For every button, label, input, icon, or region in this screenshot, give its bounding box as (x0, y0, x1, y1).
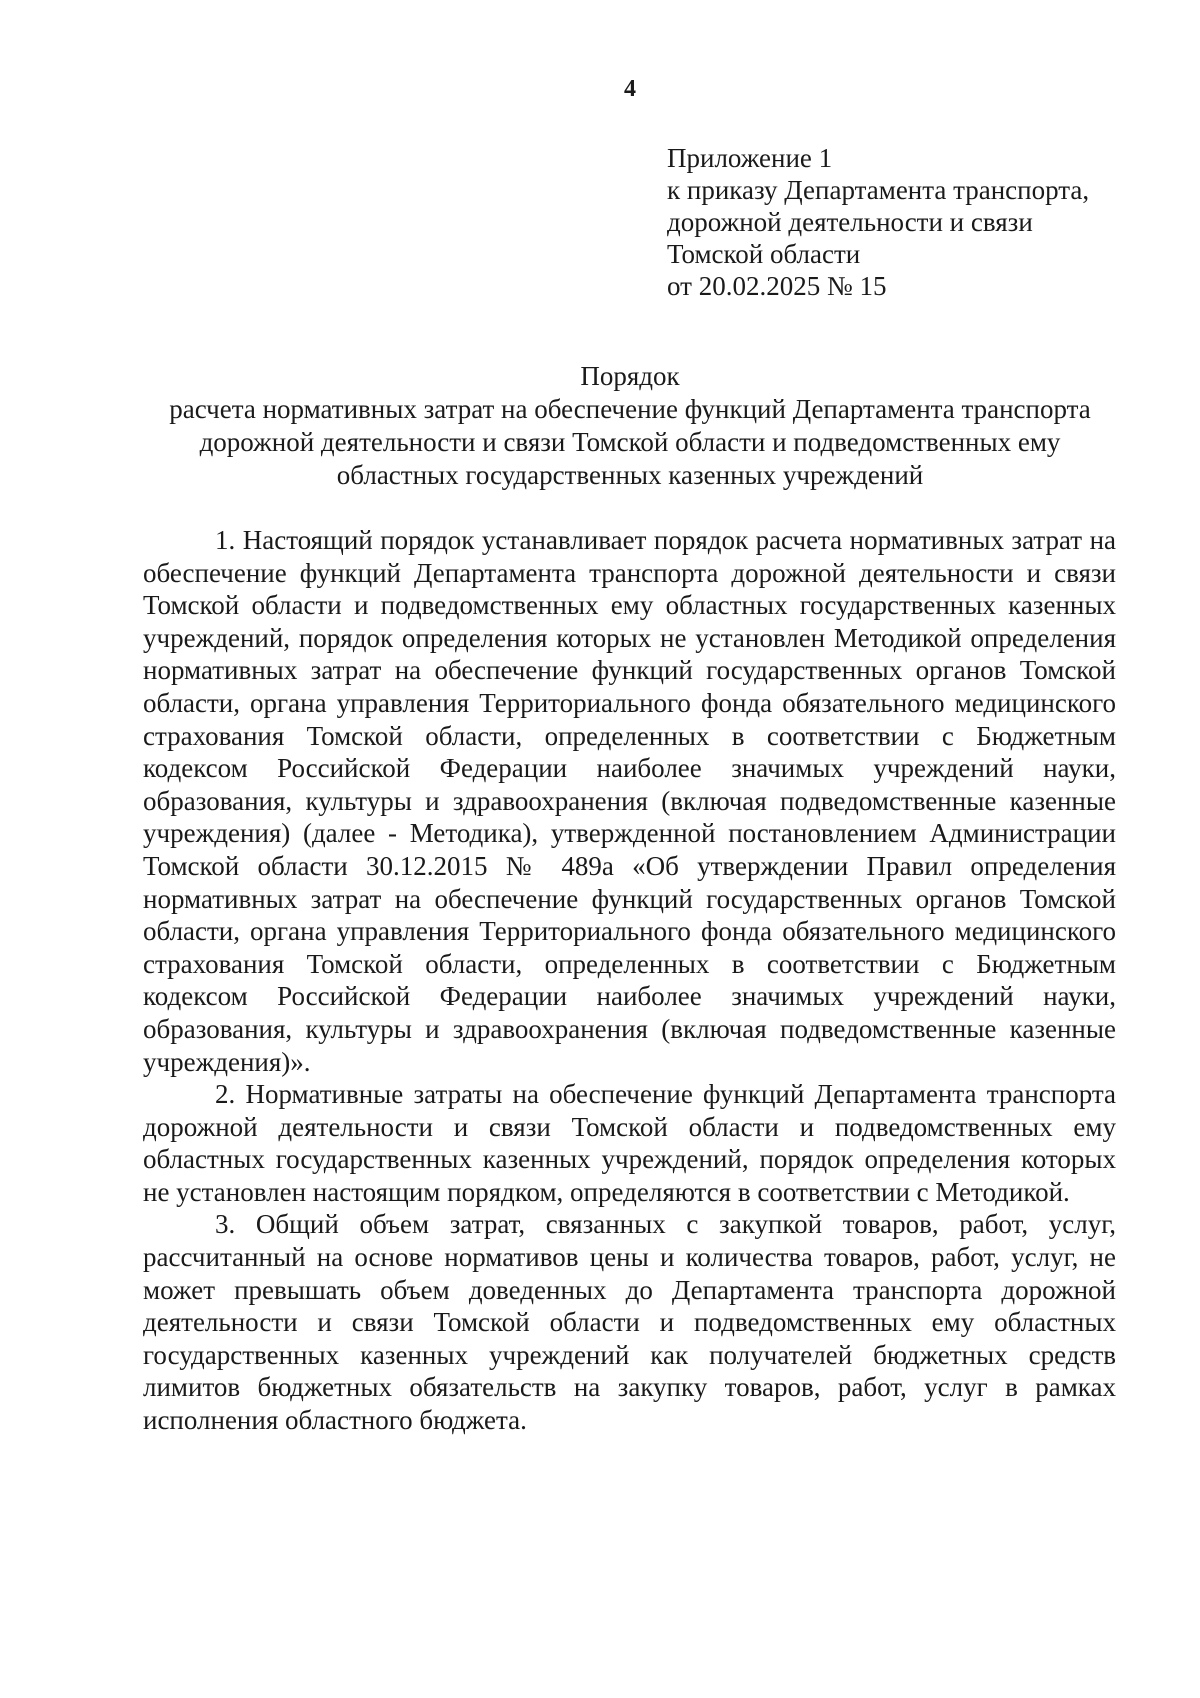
page-number: 4 (624, 76, 636, 102)
document-body (143, 524, 1116, 1437)
appendix-line: Приложение 1 (667, 143, 833, 173)
appendix-line: к приказу Департамента транспорта, (667, 175, 1090, 205)
title-line: расчета нормативных затрат на обеспечение функций Департамента транспорта (169, 394, 1091, 424)
appendix-line: Томской области (667, 239, 861, 269)
appendix-block (667, 142, 1089, 302)
paragraph-3: 3. Общий объем затрат, связанных с закупкой товаров, работ, услуг, рассчитанный на основе нормативов цены и количества товаров, работ, услуг, не может превышать объем доведенных до Департамента транспорта дорожной деятельности и связи Томской области и подведомственных ему областных государственных казенных учреждений как получателей бюджетных средств лимитов бюджетных обязательств на закупку товаров, работ, услуг в рамках исполнения областного бюджета. (143, 1209, 1116, 1436)
appendix-line: дорожной деятельности и связи (667, 207, 1033, 237)
paragraph-2: 2. Нормативные затраты на обеспечение функций Департамента транспорта дорожной деятельности и связи Томской области и подведомственных ему областных государственных казенных учреждений, порядок определения которых не установлен настоящим порядком, определяются в соответствии с Методикой. (143, 1079, 1116, 1207)
title-line: дорожной деятельности и связи Томской области и подведомственных ему (199, 427, 1061, 457)
title-heading: Порядок (580, 361, 680, 391)
appendix-line: от 20.02.2025 № 15 (667, 271, 887, 301)
title-line: областных государственных казенных учреждений (336, 460, 924, 490)
document-title (120, 360, 1140, 492)
paragraph-1: 1. Настоящий порядок устанавливает порядок расчета нормативных затрат на обеспечение функций Департамента транспорта дорожной деятельности и связи Томской области и подведомственных ему областных государственных казенных учреждений, порядок определения которых не установлен Методикой определения нормативных затрат на обеспечение функций государственных органов Томской области, органа управления Территориального фонда обязательного медицинского страхования Томской области, определенных в соответствии с Бюджетным кодексом Российской Федерации наиболее значимых учреждений науки, образования, культуры и здравоохранения (включая подведомственные казенные учреждения) (далее - Методика), утвержденной постановлением Администрации Томской области 30.12.2015 № 489а «Об утверждении Правил определения нормативных затрат на обеспечение функций государственных органов Томской области, органа управления Территориального фонда обязательного медицинского страхования Томской области, определенных в соответствии с Бюджетным кодексом Российской Федерации наиболее значимых учреждений науки, образования, культуры и здравоохранения (включая подведомственные казенные учреждения)». (143, 525, 1116, 1077)
